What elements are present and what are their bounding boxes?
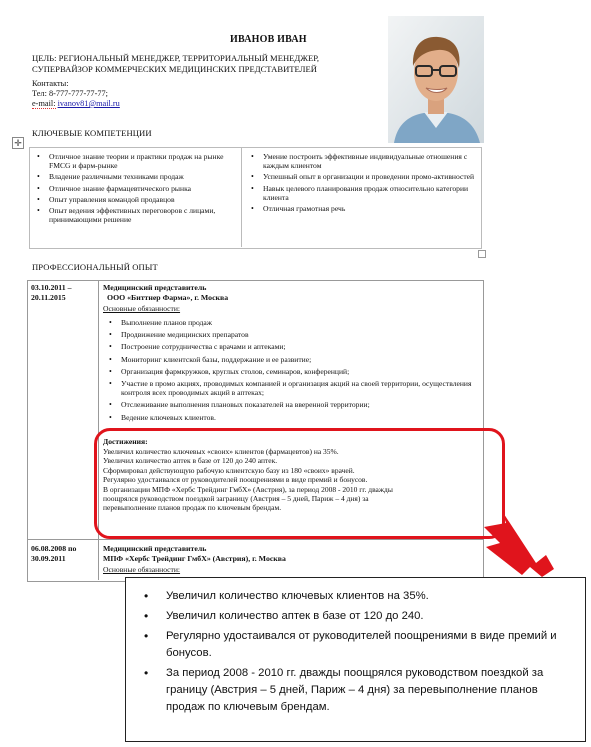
email-link[interactable]: ivanov81@mail.ru bbox=[57, 99, 120, 108]
job-company: МПФ «Хербс Трейдинг ГмбХ» (Австрия), г. Москва bbox=[103, 554, 286, 563]
list-item: • Умение построить эффективные индивидуальные отношения с каждым клиентом bbox=[245, 152, 477, 170]
portrait-photo bbox=[388, 16, 484, 143]
callout-list bbox=[126, 588, 581, 719]
competencies-right-list bbox=[245, 152, 477, 215]
job-position: Медицинский представитель bbox=[103, 283, 207, 292]
achievement-line: перевыполнение планов продаж по ключевым брендам. bbox=[103, 503, 282, 513]
red-arrow-icon bbox=[478, 505, 558, 585]
phone-text: Тел: 8-777-777-77-77; bbox=[32, 89, 108, 98]
contacts-label: Контакты: bbox=[32, 79, 69, 88]
achievements-title: Достижения: bbox=[103, 437, 148, 446]
list-item: • Опыт ведения эффективных переговоров с лицами, принимающими решение bbox=[31, 206, 237, 224]
experience-title: ПРОФЕССИОНАЛЬНЫЙ ОПЫТ bbox=[32, 262, 158, 272]
list-item: • Выполнение планов продаж bbox=[103, 318, 475, 327]
list-item: • Отличная грамотная речь bbox=[245, 204, 477, 213]
list-item: • Ведение ключевых клиентов. bbox=[103, 413, 475, 422]
list-item: • Навык целевого планирования продаж относительно категории клиента bbox=[245, 184, 477, 202]
callout-item: • Увеличил количество аптек в базе от 120 до 240. bbox=[126, 608, 581, 625]
resize-handle[interactable] bbox=[478, 250, 486, 258]
competencies-left-list bbox=[31, 152, 237, 226]
job-dates bbox=[31, 283, 97, 302]
achievement-line: Увеличил количество аптек в базе от 120 до 240 аптек. bbox=[103, 456, 278, 466]
duties-label: Основные обязанности: bbox=[103, 565, 181, 574]
table-divider bbox=[241, 147, 242, 247]
list-item: • Владение различными техниками продаж bbox=[31, 172, 237, 181]
email-label: e-mail: bbox=[32, 99, 56, 108]
job-company: ООО «Биттнер Фарма», г. Москва bbox=[107, 293, 229, 302]
list-item: • Участие в промо акциях, проводимых компанией и организация акций на своей территории, осуществления контроля всех проводимых акций в аптеках; bbox=[103, 379, 475, 397]
duties-list bbox=[103, 318, 475, 425]
date-to: 20.11.2015 bbox=[31, 292, 66, 302]
list-item: • Продвижение медицинских препаратов bbox=[103, 330, 475, 339]
list-item: • Отличное знание фармацевтического рынка bbox=[31, 184, 237, 193]
list-item: • Мониторинг клиентской базы, поддержание и ее развитие; bbox=[103, 355, 475, 364]
contacts-block bbox=[32, 79, 120, 109]
duties-label: Основные обязанности: bbox=[103, 304, 181, 313]
job-position: Медицинский представитель bbox=[103, 544, 207, 553]
list-item: • Построение сотрудничества с врачами и аптеками; bbox=[103, 342, 475, 351]
table-divider bbox=[27, 539, 483, 540]
list-item: • Успешный опыт в организации и проведении промо-активностей bbox=[245, 172, 477, 181]
goal-line-2: СУПЕРВАЙЗОР КОММЕРЧЕСКИХ МЕДИЦИНСКИХ ПРЕДСТАВИТЕЛЕЙ bbox=[32, 64, 317, 74]
list-item: • Отличное знание теории и практики продаж на рынке FMCG и фарм-рынке bbox=[31, 152, 237, 170]
goal-line-1: ЦЕЛЬ: РЕГИОНАЛЬНЫЙ МЕНЕДЖЕР, ТЕРРИТОРИАЛЬНЫЙ МЕНЕДЖЕР, bbox=[32, 53, 320, 63]
achievement-line: Сформировал действующую рабочую клиентскую базу из 180 «своих» врачей. bbox=[103, 465, 355, 475]
callout-item: • Регулярно удостаивался от руководителей поощрениями в виде премий и бонусов. bbox=[126, 628, 581, 662]
achievements-highlight bbox=[94, 428, 505, 539]
resume-name: ИВАНОВ ИВАН bbox=[230, 34, 307, 45]
list-item: • Отслеживание выполнения плановых показателей на вверенной территории; bbox=[103, 400, 475, 409]
move-cross-icon[interactable]: ✛ bbox=[12, 137, 24, 149]
date-to: 30.09.2011 bbox=[31, 553, 66, 563]
career-goal bbox=[32, 53, 362, 75]
competencies-title: КЛЮЧЕВЫЕ КОМПЕТЕНЦИИ bbox=[32, 128, 152, 138]
achievement-line: В организации МПФ «Хербс Трейдинг ГмбХ» (Австрия), за период 2008 - 2010 гг. дважды bbox=[103, 484, 393, 494]
achievements-callout bbox=[125, 577, 586, 742]
job-dates bbox=[31, 544, 97, 563]
achievement-line: Регулярно удостаивался от руководителей поощрениями в виде премий и бонусов. bbox=[103, 475, 368, 485]
callout-item: • За период 2008 - 2010 гг. дважды поощрялся руководством поездкой за границу (Австрия – 5 дней, Париж – 4 дня) за перевыполнение планов продаж по ключевым брендам. bbox=[126, 665, 581, 716]
achievement-line: Увеличил количество ключевых «своих» клиентов (фармацевтов) на 35%. bbox=[103, 447, 339, 456]
list-item: • Опыт управления командой продавцов bbox=[31, 195, 237, 204]
email-line bbox=[32, 99, 120, 109]
achievement-line: поощрялся руководством поездкой заграницу (Австрия – 5 дней, Париж – 4 дня) за bbox=[103, 494, 369, 504]
callout-item: • Увеличил количество ключевых клиентов на 35%. bbox=[126, 588, 581, 605]
date-from: 06.08.2008 по bbox=[31, 544, 77, 553]
list-item: • Организация фармкружков, круглых столов, семинаров, конференций; bbox=[103, 367, 475, 376]
date-from: 03.10.2011 – bbox=[31, 283, 72, 292]
